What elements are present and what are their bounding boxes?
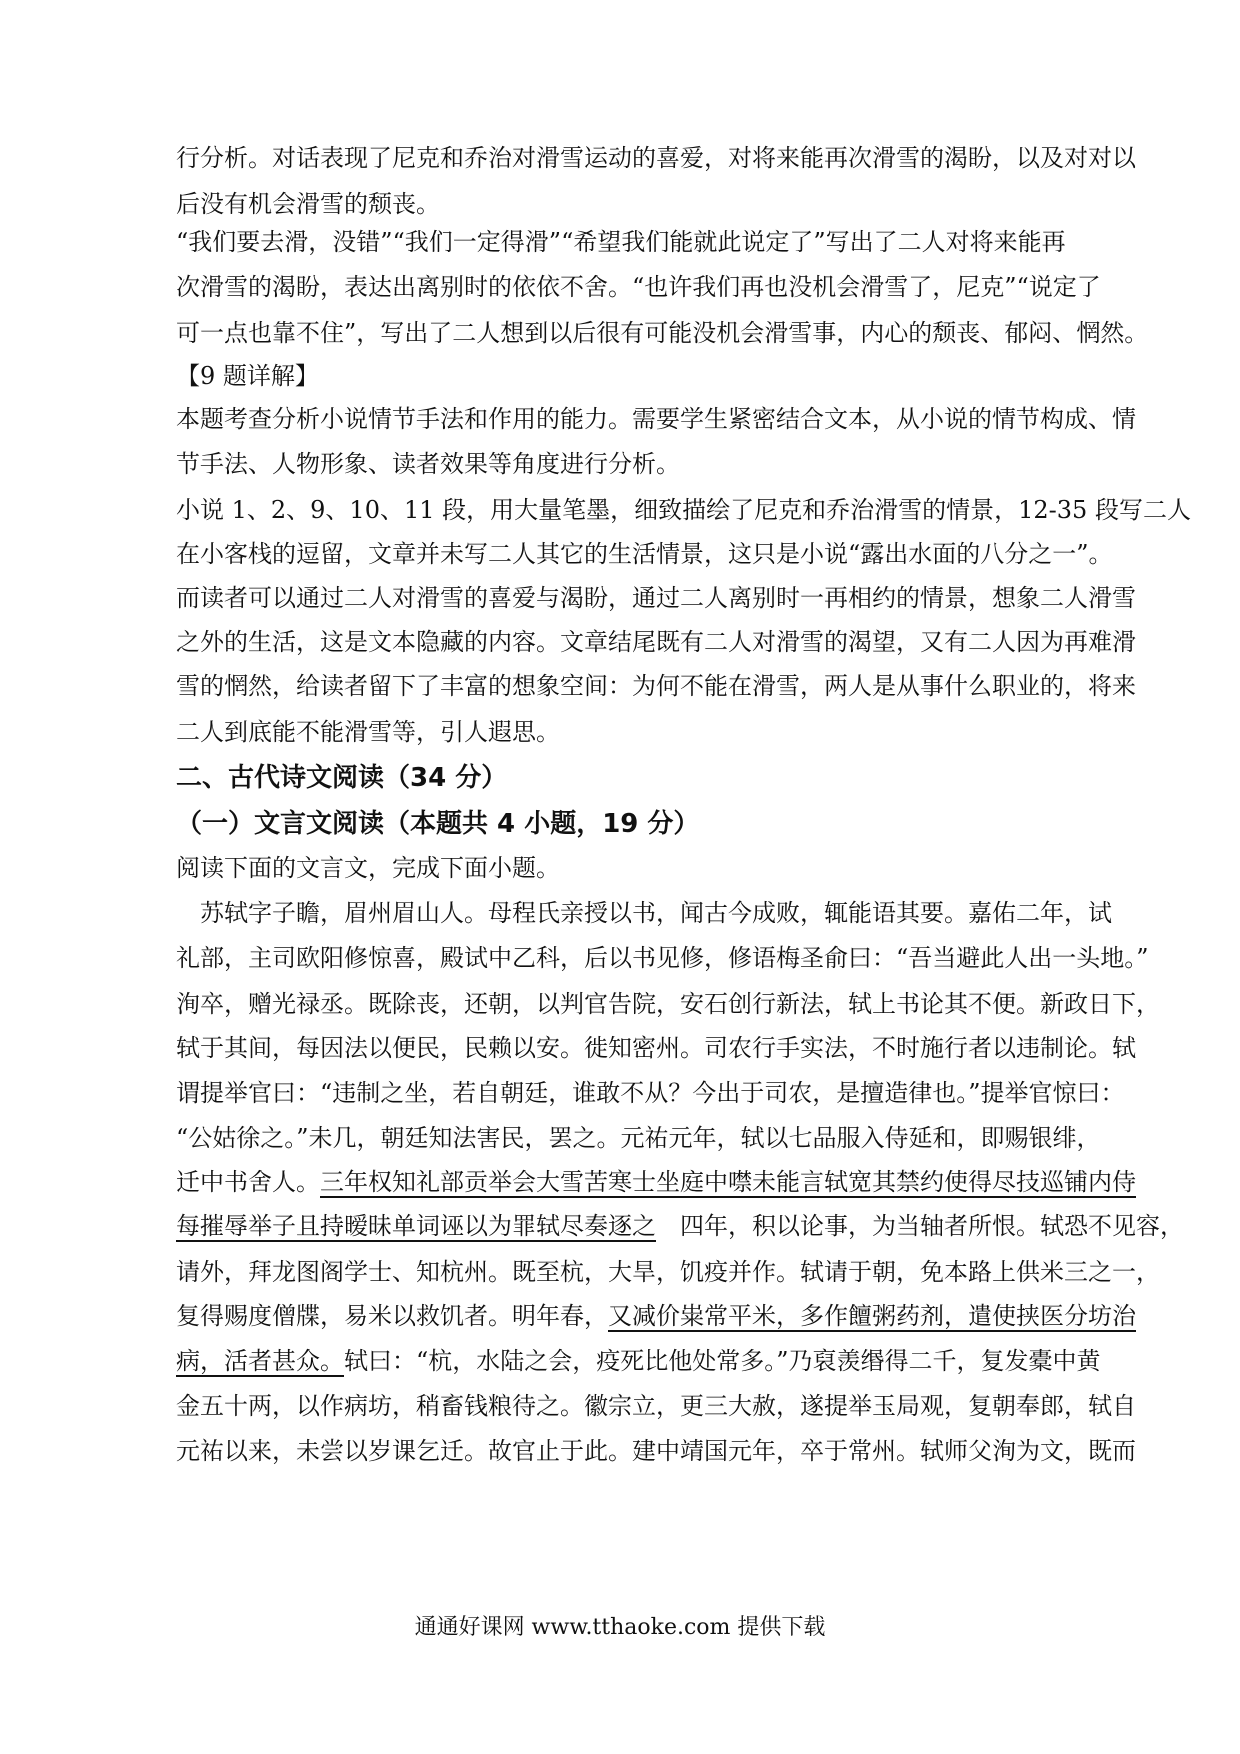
- underlined-passage: 每摧辱举子且持暧昧单词诬以为罪轼尽奏逐之: [176, 1212, 656, 1240]
- answer-line: 次滑雪的渴盼，表达出离别时的依依不舍。“也许我们再也没机会滑雪了，尼克”“说定了: [176, 273, 1101, 301]
- answer-line: 二人到底能不能滑雪等，引人遐思。: [176, 718, 560, 746]
- passage-line: [176, 1345, 1101, 1377]
- answer-line: 本题考查分析小说情节手法和作用的能力。需要学生紧密结合文本，从小说的情节构成、情: [176, 405, 1136, 433]
- passage-line: 礼部，主司欧阳修惊喜，殿试中乙科，后以书见修，修语梅圣俞曰：“吾当避此人出一头地。”: [176, 944, 1149, 972]
- passage-line: 金五十两，以作病坊，稍畜钱粮待之。徽宗立，更三大赦，遂提举玉局观，复朝奉郎，轼自: [176, 1392, 1136, 1420]
- passage-line: 轼于其间，每因法以便民，民赖以安。徙知密州。司农行手实法，不时施行者以违制论。轼: [176, 1034, 1136, 1062]
- question-detail-label: 【9 题详解】: [176, 362, 319, 390]
- answer-line: 可一点也靠不住”，写出了二人想到以后很有可能没机会滑雪事，内心的颓丧、郁闷、惘然。: [176, 319, 1149, 347]
- answer-line: 在小客栈的逗留，文章并未写二人其它的生活情景，这只是小说“露出水面的八分之一”。: [176, 540, 1113, 568]
- passage-text: 迁中书舍人。: [176, 1168, 320, 1196]
- passage-text: 复得赐度僧牒，易米以救饥者。明年春，: [176, 1302, 608, 1330]
- passage-line: 谓提举官曰：“违制之坐，若自朝廷，谁敢不从？今出于司农，是擅造律也。”提举官惊曰：: [176, 1079, 1125, 1107]
- answer-line: 行分析。对话表现了尼克和乔治对滑雪运动的喜爱，对将来能再次滑雪的渴盼，以及对对以: [176, 144, 1136, 172]
- underlined-passage: 又减价粜常平米，多作饘粥药剂，遣使挟医分坊治: [608, 1302, 1136, 1330]
- underlined-passage: 病，活者甚众。: [176, 1347, 344, 1375]
- answer-line: 小说 1、2、9、10、11 段，用大量笔墨，细致描绘了尼克和乔治滑雪的情景，12-35 段写二人: [176, 496, 1191, 524]
- passage-text: 轼曰：“杭，水陆之会，疫死比他处常多。”乃裒羡缗得二千，复发橐中黄: [344, 1347, 1101, 1375]
- passage-line: [176, 1210, 1184, 1242]
- answer-line: 后没有机会滑雪的颓丧。: [176, 190, 440, 218]
- answer-line: 雪的惘然，给读者留下了丰富的想象空间：为何不能在滑雪，两人是从事什么职业的，将来: [176, 672, 1136, 700]
- answer-line: 之外的生活，这是文本隐藏的内容。文章结尾既有二人对滑雪的渴望，又有二人因为再难滑: [176, 628, 1136, 656]
- passage-line: 元祐以来，未尝以岁课乞迁。故官止于此。建中靖国元年，卒于常州。轼师父洵为文，既而: [176, 1437, 1136, 1465]
- passage-line: 洵卒，赠光禄丞。既除丧，还朝，以判官告院，安石创行新法，轼上书论其不便。新政日下，: [176, 990, 1160, 1018]
- answer-line: 而读者可以通过二人对滑雪的喜爱与渴盼，通过二人离别时一再相约的情景，想象二人滑雪: [176, 584, 1136, 612]
- passage-line: “公姑徐之。”未几，朝廷知法害民，罢之。元祐元年，轼以七品服入侍延和，即赐银绯，: [176, 1124, 1101, 1152]
- answer-line: 节手法、人物形象、读者效果等角度进行分析。: [176, 450, 680, 478]
- passage-line: 苏轼字子瞻，眉州眉山人。母程氏亲授以书，闻古今成败，辄能语其要。嘉佑二年，试: [176, 899, 1112, 927]
- page-footer: 通通好课网 www.tthaoke.com 提供下载: [414, 1615, 826, 1640]
- instruction-text: 阅读下面的文言文，完成下面小题。: [176, 854, 560, 882]
- passage-line: [176, 1300, 1136, 1332]
- passage-line: [176, 1166, 1136, 1198]
- underlined-passage: 三年权知礼部贡举会大雪苦寒士坐庭中噤未能言轼宽其禁约使得尽技巡铺内侍: [320, 1168, 1136, 1196]
- passage-line: 请外，拜龙图阁学士、知杭州。既至杭，大旱，饥疫并作。轼请于朝，免本路上供米三之一，: [176, 1258, 1160, 1286]
- section-heading: 二、古代诗文阅读（34 分）: [176, 763, 508, 793]
- passage-text: 四年，积以论事，为当轴者所恨。轼恐不见容，: [656, 1212, 1184, 1240]
- subsection-heading: （一）文言文阅读（本题共 4 小题，19 分）: [176, 809, 700, 839]
- answer-line: “我们要去滑，没错”“我们一定得滑”“希望我们能就此说定了”写出了二人对将来能再: [176, 228, 1066, 256]
